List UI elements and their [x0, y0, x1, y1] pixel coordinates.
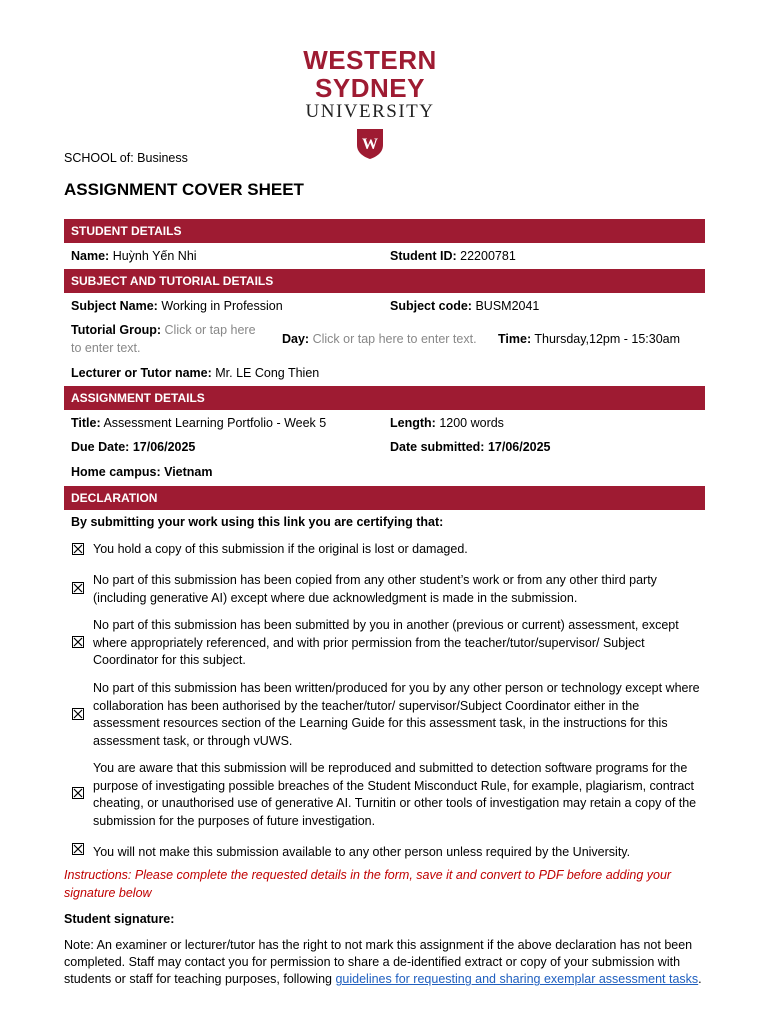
subject-name-label: Subject Name:: [71, 299, 158, 313]
school-line: SCHOOL of: Business: [64, 151, 188, 165]
length-field[interactable]: [390, 416, 504, 430]
date-submitted-value: 17/06/2025: [487, 440, 551, 454]
due-date-label: Due Date:: [71, 440, 130, 454]
time-value: Thursday,12pm - 15:30am: [534, 332, 681, 346]
assignment-title-value: Assessment Learning Portfolio - Week 5: [103, 416, 327, 430]
shield-icon: [356, 128, 384, 160]
declaration-intro: By submitting your work using this link you are certifying that:: [71, 515, 444, 529]
day-field[interactable]: [282, 332, 477, 346]
note-paragraph: [64, 937, 704, 989]
subject-code-label: Subject code:: [390, 299, 472, 313]
tutorial-group-placeholder[interactable]: Click or tap here: [164, 323, 256, 337]
declaration-item: No part of this submission has been submitted by you in another (previous or current) assessment, except where appropriately referenced, and with prior permission from the teacher/tutor/supervisor/ Subject Coordinator for this subject.: [93, 618, 679, 667]
lecturer-value: Mr. LE Cong Thien: [215, 366, 320, 380]
time-label: Time:: [498, 332, 532, 346]
page-title: ASSIGNMENT COVER SHEET: [64, 180, 304, 199]
tutorial-group-field[interactable]: [71, 323, 256, 337]
day-placeholder[interactable]: Click or tap here to enter text.: [312, 332, 477, 346]
declaration-item: You are aware that this submission will be reproduced and submitted to detection software programs for the purpose of investigating possible breaches of the Student Misconduct Rule, for example, plagiarism, contract cheating, or unauthorised use of generative AI. Turnitin or other tools of investigation may retain a copy of the submission for the purposes of future investigation.: [93, 761, 697, 828]
section-student-details: STUDENT DETAILS: [64, 219, 705, 243]
student-name-label: Name:: [71, 249, 110, 263]
student-signature-label: Student signature:: [64, 912, 175, 926]
note-end: .: [698, 972, 702, 987]
assignment-title-label: Title:: [71, 416, 101, 430]
lecturer-label: Lecturer or Tutor name:: [71, 366, 212, 380]
declaration-checkbox-2[interactable]: [72, 582, 84, 594]
student-name-value: Huỳnh Yến Nhi: [112, 249, 197, 263]
length-label: Length:: [390, 416, 436, 430]
tutorial-group-placeholder-cont[interactable]: to enter text.: [71, 341, 141, 355]
checked-box-icon: [72, 636, 84, 648]
declaration-item: You will not make this submission available to any other person unless required by the University.: [93, 845, 631, 859]
instructions-label: Instructions: [64, 868, 128, 882]
declaration-item: No part of this submission has been written/produced for you by any other person or technology except where collaboration has been authorised by the teacher/tutor/ supervisor/Subject Coordinator either in the assessment resources section of the Learning Guide for this assessment task, in the instructions for this assessment task, or through vUWS.: [93, 681, 700, 748]
checked-box-icon: [72, 843, 84, 855]
student-id-label: Student ID:: [390, 249, 457, 263]
section-declaration: DECLARATION: [64, 486, 705, 510]
checked-box-icon: [72, 582, 84, 594]
home-campus-label: Home campus:: [71, 465, 161, 479]
checked-box-icon: [72, 708, 84, 720]
home-campus-value: Vietnam: [164, 465, 213, 479]
date-submitted-field[interactable]: [390, 440, 551, 454]
instructions-text: : Please complete the requested details in the form, save it and convert to PDF before adding your signature below: [64, 868, 672, 900]
student-name-field[interactable]: [71, 249, 197, 263]
day-label: Day:: [282, 332, 310, 346]
due-date-value: 17/06/2025: [132, 440, 196, 454]
student-id-field[interactable]: [390, 249, 516, 263]
date-submitted-label: Date submitted:: [390, 440, 485, 454]
declaration-item: No part of this submission has been copied from any other student’s work or from any other third party (including generative AI) except where due acknowledgment is made in the submission.: [93, 573, 657, 605]
tutorial-group-label: Tutorial Group:: [71, 323, 162, 337]
subject-name-value: Working in Profession: [161, 299, 283, 313]
guidelines-link[interactable]: guidelines for requesting and sharing exemplar assessment tasks: [335, 972, 699, 987]
declaration-checkbox-3[interactable]: [72, 636, 84, 648]
student-id-value: 22200781: [460, 249, 516, 263]
section-assignment-details: ASSIGNMENT DETAILS: [64, 386, 705, 410]
section-subject-details: SUBJECT AND TUTORIAL DETAILS: [64, 269, 705, 293]
subject-name-field[interactable]: [71, 299, 283, 313]
shield-letter: W: [362, 136, 378, 153]
instructions: [64, 867, 704, 902]
assignment-title-field[interactable]: [71, 416, 326, 430]
declaration-checkbox-6[interactable]: [72, 843, 84, 855]
subject-code-field[interactable]: [390, 299, 539, 313]
university-logo: [250, 40, 490, 153]
declaration-item: You hold a copy of this submission if the original is lost or damaged.: [93, 542, 468, 556]
length-value: 1200 words: [439, 416, 504, 430]
declaration-checkbox-4[interactable]: [72, 708, 84, 720]
subject-code-value: BUSM2041: [475, 299, 540, 313]
lecturer-field[interactable]: [71, 366, 319, 380]
due-date-field[interactable]: [71, 440, 195, 454]
time-field[interactable]: [498, 332, 680, 346]
declaration-checkbox-5[interactable]: [72, 787, 84, 799]
note-text: Note: An examiner or lecturer/tutor has the right to not mark this assignment if the above declaration has not been completed. Staff may contact you for permission to share a de-identified extract or copy of your submission with students or staff for teaching purposes, following: [64, 938, 693, 987]
logo-subtitle: UNIVERSITY: [305, 101, 435, 122]
declaration-checkbox-1[interactable]: [72, 543, 84, 555]
checked-box-icon: [72, 543, 84, 555]
logo-wordmark: WESTERN SYDNEY: [303, 45, 437, 103]
home-campus-field[interactable]: [71, 465, 213, 479]
checked-box-icon: [72, 787, 84, 799]
